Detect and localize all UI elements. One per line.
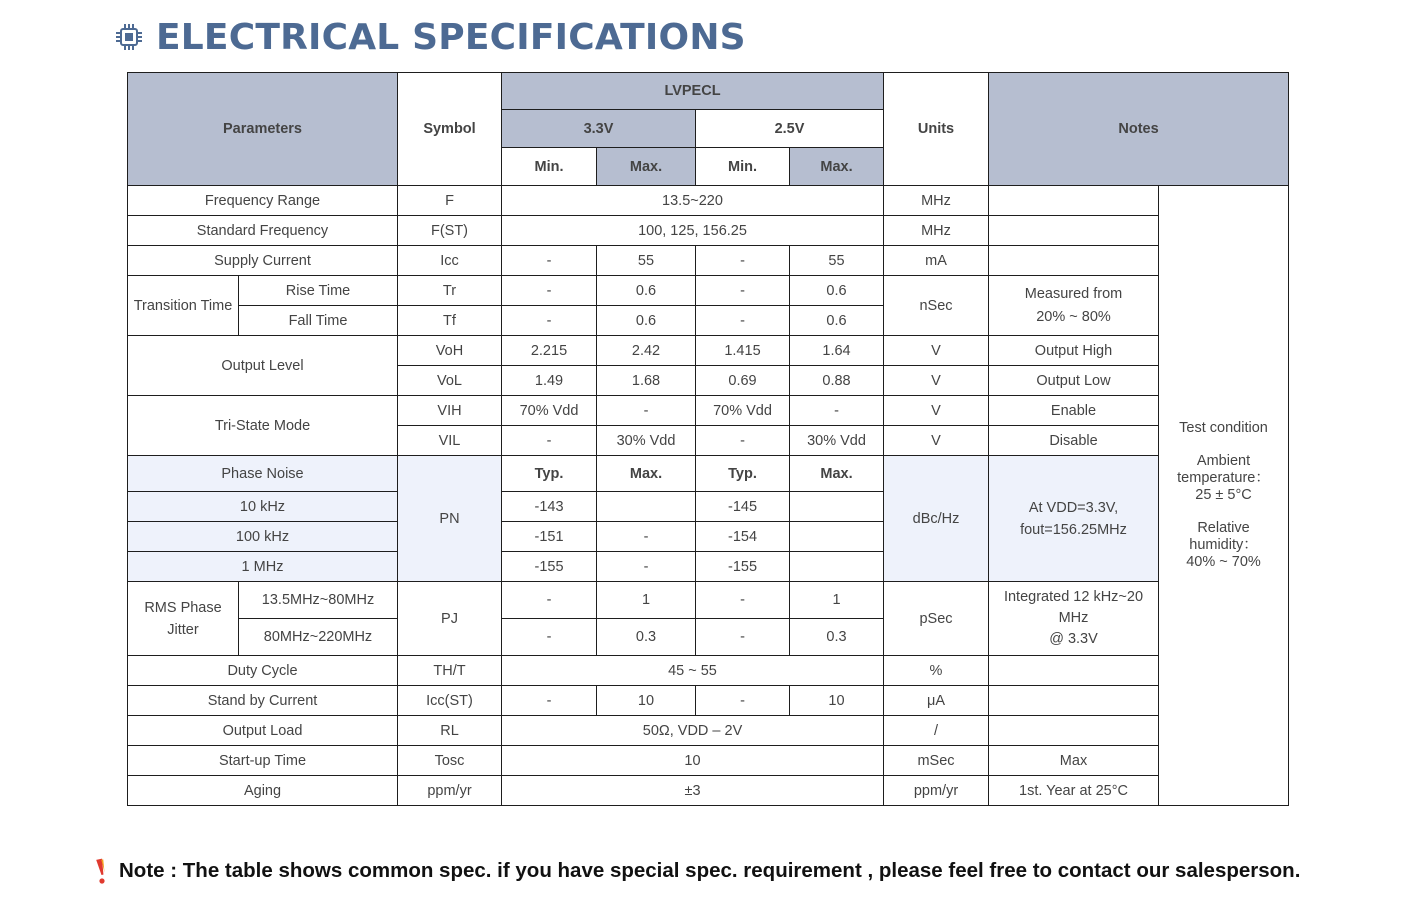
value-cell: 30% Vdd [597,426,696,456]
value-cell: 0.6 [790,276,884,306]
value-cell: 70% Vdd [502,396,597,426]
table-row [128,746,1289,776]
subheader-max-3v3: Max. [597,456,696,492]
param-cell: 10 kHz [128,492,398,522]
value-cell: 0.88 [790,366,884,396]
subheader-typ-3v3: Typ. [502,456,597,492]
value-cell: 0.6 [790,306,884,336]
units-cell: nSec [884,276,989,336]
value-cell: 1.64 [790,336,884,366]
test-condition-line: Relative [1197,520,1250,536]
value-cell: - [502,426,597,456]
table-row [128,686,1289,716]
param-cell: Output Load [128,716,398,746]
header-parameters: Parameters [128,73,398,186]
note-cell [989,186,1159,216]
value-cell: 55 [790,246,884,276]
units-cell: V [884,336,989,366]
value-cell: 0.3 [790,619,884,656]
table-row [128,776,1289,806]
value-cell: ±3 [502,776,884,806]
value-cell: - [502,582,597,619]
param-cell: Supply Current [128,246,398,276]
note-line: Integrated 12 kHz~20 [1003,589,1144,605]
value-cell: 10 [597,686,696,716]
units-cell: % [884,656,989,686]
header-units: Units [884,73,989,186]
value-cell: 10 [790,686,884,716]
value-cell: 1.49 [502,366,597,396]
header-3v3: 3.3V [502,110,696,148]
value-cell: 10 [502,746,884,776]
note-cell: Max [989,746,1159,776]
units-cell: V [884,426,989,456]
header-2v5: 2.5V [696,110,884,148]
header-lvpecl: LVPECL [502,73,884,110]
symbol-cell: Tf [398,306,502,336]
note-line: 20% ~ 80% [1036,308,1111,325]
value-cell: 0.3 [597,619,696,656]
note-cell: Output Low [989,366,1159,396]
value-cell: - [502,686,597,716]
table-row [128,246,1289,276]
footer-note [92,856,1300,886]
exclamation-icon [92,856,112,886]
header-symbol: Symbol [398,73,502,186]
table-row [128,216,1289,246]
test-condition-line: humidity： [1189,537,1258,553]
symbol-cell: TH/T [398,656,502,686]
value-cell: 0.69 [696,366,790,396]
param-cell: 13.5MHz~80MHz [239,582,398,619]
param-cell: Fall Time [239,306,398,336]
value-cell: - [696,619,790,656]
param-cell: Duty Cycle [128,656,398,686]
table-row [128,396,1289,426]
test-condition-line: 40% ~ 70% [1186,554,1261,570]
value-cell: - [502,306,597,336]
value-cell: 1.415 [696,336,790,366]
page-title: ELECTRICAL SPECIFICATIONS [156,16,746,58]
symbol-cell: RL [398,716,502,746]
chip-icon [114,22,144,52]
note-line: At VDD=3.3V, [1028,499,1119,516]
symbol-cell: VoH [398,336,502,366]
header-min-2v5: Min. [696,148,790,186]
note-line: @ 3.3V [1049,631,1098,647]
note-cell: Enable [989,396,1159,426]
units-cell: V [884,366,989,396]
param-cell: Start-up Time [128,746,398,776]
note-line: Measured from [1024,285,1123,302]
units-cell: mA [884,246,989,276]
value-cell: - [597,522,696,552]
param-cell: Phase Noise [128,456,398,492]
value-cell: - [790,396,884,426]
value-cell: 55 [597,246,696,276]
note-cell: 1st. Year at 25°C [989,776,1159,806]
value-cell: 1.68 [597,366,696,396]
symbol-cell: VIH [398,396,502,426]
value-cell: - [696,686,790,716]
table-row [128,582,1289,619]
symbol-cell: Tosc [398,746,502,776]
value-cell: 2.42 [597,336,696,366]
test-condition-line: Test condition [1179,420,1268,436]
test-condition-line: temperature： [1177,470,1270,486]
symbol-cell: VIL [398,426,502,456]
value-cell: 1 [790,582,884,619]
symbol-cell: PN [398,456,502,582]
spec-table [127,72,1289,806]
symbol-cell: Icc [398,246,502,276]
footer-note-text: Note : The table shows common spec. if you have special spec. requirement , please feel free to contact our salesperson. [119,859,1301,882]
value-cell: - [597,552,696,582]
param-cell: Standard Frequency [128,216,398,246]
subheader-max-2v5: Max. [790,456,884,492]
param-cell: Rise Time [239,276,398,306]
units-cell: MHz [884,216,989,246]
value-cell: -145 [696,492,790,522]
group-line: RMS Phase [144,599,222,616]
test-condition-line: 25 ± 5°C [1195,487,1252,503]
value-cell: - [597,396,696,426]
units-cell: dBc/Hz [884,456,989,582]
value-cell: 45 ~ 55 [502,656,884,686]
symbol-cell: VoL [398,366,502,396]
value-cell: -143 [502,492,597,522]
group-cell: Tri-State Mode [128,396,398,456]
value-cell: 13.5~220 [502,186,884,216]
note-cell: Output High [989,336,1159,366]
table-row [128,716,1289,746]
note-cell [989,686,1159,716]
units-cell: ppm/yr [884,776,989,806]
value-cell: - [696,306,790,336]
symbol-cell: ppm/yr [398,776,502,806]
value-cell: 30% Vdd [790,426,884,456]
units-cell: / [884,716,989,746]
units-cell: mSec [884,746,989,776]
note-cell [989,276,1159,336]
value-cell [790,552,884,582]
symbol-cell: Icc(ST) [398,686,502,716]
value-cell: - [502,246,597,276]
header-notes: Notes [989,73,1289,186]
value-cell: 70% Vdd [696,396,790,426]
symbol-cell: PJ [398,582,502,656]
param-cell: Aging [128,776,398,806]
symbol-cell: Tr [398,276,502,306]
page-header [114,14,746,60]
units-cell: V [884,396,989,426]
group-cell [128,582,239,656]
symbol-cell: F [398,186,502,216]
units-cell: pSec [884,582,989,656]
param-cell: Frequency Range [128,186,398,216]
table-row [128,456,1289,492]
param-cell: 1 MHz [128,552,398,582]
table-row [128,186,1289,216]
value-cell: 2.215 [502,336,597,366]
note-line: MHz [1058,610,1089,626]
value-cell [597,492,696,522]
table-row [128,656,1289,686]
value-cell: - [696,246,790,276]
units-cell: μA [884,686,989,716]
note-cell [989,246,1159,276]
symbol-cell: F(ST) [398,216,502,246]
units-cell: MHz [884,186,989,216]
value-cell: 0.6 [597,306,696,336]
param-cell: 100 kHz [128,522,398,552]
group-cell: Transition Time [128,276,239,336]
value-cell: 1 [597,582,696,619]
value-cell [790,522,884,552]
note-line: fout=156.25MHz [1020,521,1127,538]
test-condition-note [1159,186,1289,806]
header-max-2v5: Max. [790,148,884,186]
group-line: Jitter [167,621,199,638]
param-cell: 80MHz~220MHz [239,619,398,656]
value-cell: 0.6 [597,276,696,306]
value-cell: -155 [696,552,790,582]
value-cell [790,492,884,522]
group-cell: Output Level [128,336,398,396]
note-cell [989,582,1159,656]
value-cell: 50Ω, VDD – 2V [502,716,884,746]
value-cell: - [502,276,597,306]
subheader-typ-2v5: Typ. [696,456,790,492]
param-cell: Stand by Current [128,686,398,716]
note-cell [989,656,1159,686]
note-cell [989,216,1159,246]
value-cell: - [696,276,790,306]
table-row [128,276,1289,306]
value-cell: -154 [696,522,790,552]
value-cell: - [696,426,790,456]
note-cell [989,716,1159,746]
value-cell: - [696,582,790,619]
table-row [128,336,1289,366]
note-cell: Disable [989,426,1159,456]
value-cell: 100, 125, 156.25 [502,216,884,246]
test-condition-line: Ambient [1196,453,1251,469]
note-cell [989,456,1159,582]
header-min-3v3: Min. [502,148,597,186]
value-cell: - [502,619,597,656]
header-max-3v3: Max. [597,148,696,186]
value-cell: -151 [502,522,597,552]
value-cell: -155 [502,552,597,582]
